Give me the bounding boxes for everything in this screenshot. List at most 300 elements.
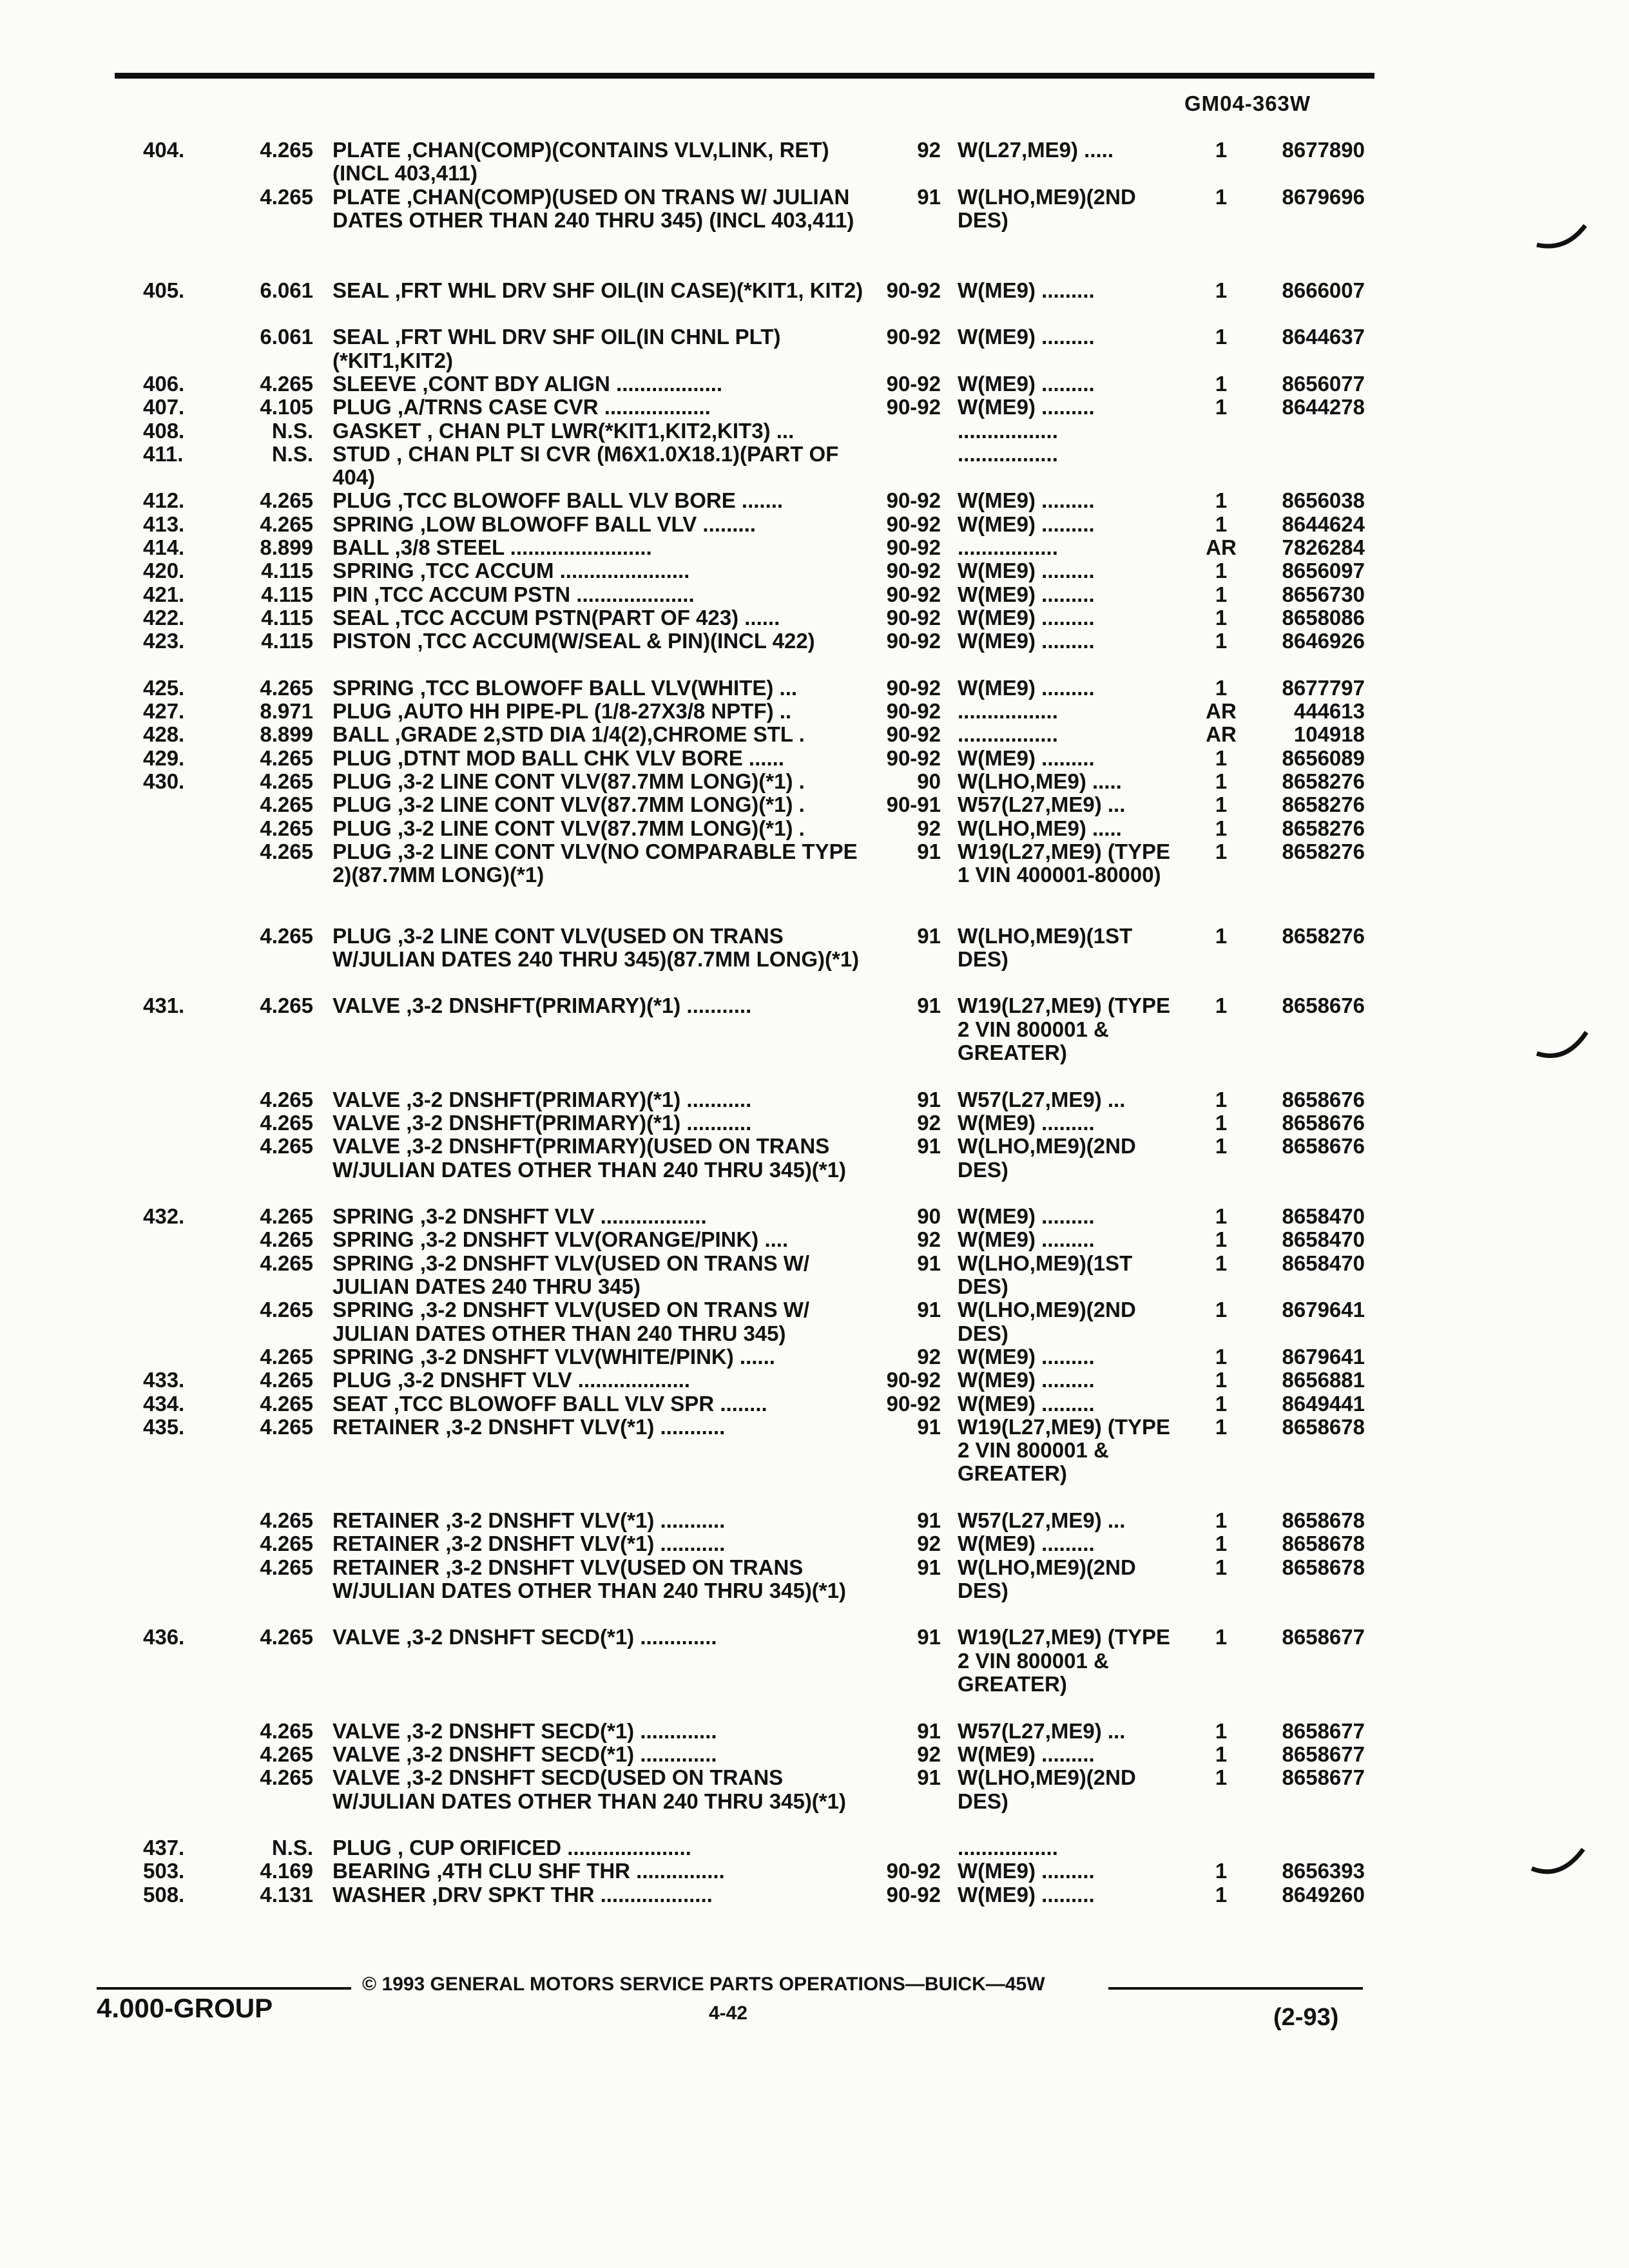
- table-row: [0, 1626, 1629, 1719]
- model-years: 90-92: [886, 1859, 941, 1883]
- group-number: 4.265: [260, 994, 313, 1018]
- part-description: PLATE ,CHAN(COMP)(USED ON TRANS W/ JULIAN DATES OTHER THAN 240 THRU 345) (INCL 403,411): [333, 184, 856, 232]
- usage-code: W(ME9) .........: [958, 512, 1095, 536]
- ref-number: 427.: [143, 699, 185, 724]
- group-number: 4.265: [260, 512, 313, 536]
- ref-number: 411.: [143, 441, 184, 466]
- part-description: BALL ,3/8 STEEL ........................: [333, 535, 652, 560]
- ref-number: 413.: [143, 512, 185, 536]
- part-number: 8656881: [1282, 1368, 1365, 1392]
- ref-number: 433.: [143, 1368, 185, 1392]
- group-number: 4.115: [261, 582, 313, 606]
- part-description: SEAL ,FRT WHL DRV SHF OIL(IN CASE)(*KIT1, KIT2): [333, 278, 863, 302]
- margin-check-mark: [1528, 1843, 1593, 1881]
- quantity: 1: [1215, 1532, 1228, 1556]
- group-number: 4.265: [260, 1508, 313, 1532]
- group-number: N.S.: [271, 418, 313, 443]
- model-years: 90-92: [886, 512, 941, 536]
- group-number: 4.265: [260, 1110, 313, 1135]
- model-years: 90-92: [886, 722, 941, 747]
- table-row: [0, 840, 1629, 925]
- model-years: 90-92: [886, 395, 941, 419]
- group-number: 4.115: [261, 605, 313, 629]
- part-number: 8658678: [1282, 1508, 1365, 1532]
- ref-number: 434.: [143, 1391, 185, 1416]
- usage-code: W(ME9) .........: [958, 559, 1095, 583]
- usage-code: W57(L27,ME9) ...: [958, 1718, 1126, 1743]
- ref-number: 405.: [143, 278, 185, 302]
- ref-number: 421.: [143, 582, 185, 606]
- model-years: 90-91: [886, 793, 941, 817]
- part-description: PISTON ,TCC ACCUM(W/SEAL & PIN)(INCL 422): [333, 629, 815, 653]
- part-description: PLUG ,A/TRNS CASE CVR ..................: [333, 395, 711, 419]
- part-number: 8658676: [1282, 1134, 1365, 1158]
- part-number: 8677890: [1282, 138, 1365, 162]
- group-number: 4.265: [260, 1718, 313, 1743]
- ref-number: 436.: [143, 1625, 185, 1649]
- part-description: RETAINER ,3-2 DNSHFT VLV(USED ON TRANS W/JULIAN DATES OTHER THAN 240 THRU 345)(*1): [333, 1555, 846, 1602]
- table-row: [0, 559, 1629, 582]
- table-row: [0, 139, 1629, 186]
- part-description: PLUG ,DTNT MOD BALL CHK VLV BORE ......: [333, 745, 784, 770]
- table-row: [0, 994, 1629, 1088]
- part-number: 8656089: [1282, 745, 1365, 770]
- part-description: PLUG ,TCC BLOWOFF BALL VLV BORE .......: [333, 488, 784, 513]
- part-number: 8666007: [1282, 278, 1365, 302]
- part-description: PLUG ,3-2 LINE CONT VLV(NO COMPARABLE TYPE 2)(87.7MM LONG)(*1): [333, 839, 863, 887]
- model-years: 90: [917, 769, 941, 794]
- part-description: GASKET , CHAN PLT LWR(*KIT1,KIT2,KIT3) ...: [333, 418, 795, 443]
- part-description: SPRING ,3-2 DNSHFT VLV(USED ON TRANS W/ JULIAN DATES OTHER THAN 240 THRU 345): [333, 1298, 816, 1345]
- ref-number: 414.: [143, 535, 185, 560]
- model-years: 90-92: [886, 559, 941, 583]
- part-number: 8656097: [1282, 559, 1365, 583]
- table-row: [0, 1532, 1629, 1555]
- part-description: PLUG , CUP ORIFICED .....................: [333, 1836, 691, 1860]
- table-row: [0, 1860, 1629, 1883]
- quantity: 1: [1215, 1204, 1228, 1229]
- quantity: 1: [1215, 488, 1228, 513]
- table-row: [0, 1252, 1629, 1299]
- usage-code: .................: [958, 699, 1058, 724]
- quantity: 1: [1215, 559, 1228, 583]
- part-description: PLATE ,CHAN(COMP)(CONTAINS VLV,LINK, RET)(INCL 403,411): [333, 138, 829, 186]
- usage-code: W(LHO,ME9) .....: [958, 816, 1122, 840]
- part-number: 8649260: [1282, 1882, 1365, 1907]
- usage-code: W(ME9) .........: [958, 745, 1095, 770]
- table-row: [0, 1111, 1629, 1135]
- model-years: 90-92: [886, 605, 941, 629]
- part-number: 8679641: [1282, 1344, 1365, 1369]
- model-years: 90-92: [886, 699, 941, 724]
- quantity: 1: [1215, 1414, 1228, 1439]
- group-number: 4.265: [260, 745, 313, 770]
- table-row: [0, 186, 1629, 279]
- part-description: BEARING ,4TH CLU SHF THR ...............: [333, 1859, 725, 1883]
- quantity: 1: [1215, 1718, 1228, 1743]
- quantity: 1: [1215, 1134, 1228, 1158]
- model-years: 90-92: [886, 325, 941, 349]
- ref-number: 429.: [143, 745, 185, 770]
- quantity: 1: [1215, 1087, 1228, 1111]
- part-number: 8658276: [1282, 769, 1365, 794]
- usage-code: W(ME9) .........: [958, 1204, 1095, 1229]
- part-description: VALVE ,3-2 DNSHFT SECD(USED ON TRANS W/JULIAN DATES OTHER THAN 240 THRU 345)(*1): [333, 1765, 846, 1813]
- quantity: 1: [1215, 582, 1228, 606]
- part-number: 8658276: [1282, 839, 1365, 863]
- part-number: 8658276: [1282, 923, 1365, 948]
- part-number: 8677797: [1282, 675, 1365, 700]
- group-number: 8.899: [260, 535, 313, 560]
- group-number: 4.265: [260, 1555, 313, 1579]
- usage-code: W19(L27,ME9) (TYPE 2 VIN 800001 & GREATER): [958, 1625, 1177, 1696]
- quantity: 1: [1215, 325, 1228, 349]
- group-number: 4.265: [260, 1742, 313, 1766]
- quantity: 1: [1215, 395, 1228, 419]
- usage-code: W19(L27,ME9) (TYPE 2 VIN 800001 & GREATER): [958, 994, 1177, 1065]
- part-description: PLUG ,3-2 LINE CONT VLV(USED ON TRANS W/JULIAN DATES 240 THRU 345)(87.7MM LONG)(*1): [333, 923, 860, 971]
- page-date: (2-93): [1273, 2004, 1339, 2031]
- model-years: 90-92: [886, 745, 941, 770]
- usage-code: W(ME9) .........: [958, 629, 1095, 653]
- part-number: 8656730: [1282, 582, 1365, 606]
- model-years: 92: [917, 1110, 941, 1135]
- quantity: 1: [1215, 994, 1228, 1018]
- ref-number: 508.: [143, 1882, 185, 1907]
- part-number: 8658276: [1282, 816, 1365, 840]
- quantity: 1: [1215, 1765, 1228, 1790]
- table-row: [0, 443, 1629, 490]
- part-description: SPRING ,TCC ACCUM ......................: [333, 559, 690, 583]
- quantity: 1: [1215, 769, 1228, 794]
- usage-code: W(LHO,ME9)(2ND DES): [958, 184, 1142, 232]
- table-row: [0, 925, 1629, 995]
- group-number: 4.265: [260, 923, 313, 948]
- usage-code: W(ME9) .........: [958, 582, 1095, 606]
- usage-code: .................: [958, 535, 1058, 560]
- part-description: SEAL ,TCC ACCUM PSTN(PART OF 423) ......: [333, 605, 780, 629]
- footer-rule-right: [1108, 1987, 1363, 1990]
- part-description: VALVE ,3-2 DNSHFT(PRIMARY)(*1) ...........: [333, 1110, 752, 1135]
- usage-code: W(ME9) .........: [958, 488, 1095, 513]
- table-row: [0, 513, 1629, 536]
- part-number: 8658470: [1282, 1251, 1365, 1275]
- group-number: 4.265: [260, 1391, 313, 1416]
- quantity: 1: [1215, 1298, 1228, 1322]
- group-number: 4.265: [260, 1414, 313, 1439]
- part-number: 8658276: [1282, 793, 1365, 817]
- part-description: PLUG ,3-2 LINE CONT VLV(87.7MM LONG)(*1) .: [333, 793, 805, 817]
- part-number: 8679696: [1282, 184, 1365, 209]
- ref-number: 503.: [143, 1859, 185, 1883]
- usage-code: W(ME9) .........: [958, 1110, 1095, 1135]
- model-years: 90: [917, 1204, 941, 1229]
- table-row: [0, 1416, 1629, 1509]
- model-years: 91: [917, 994, 941, 1018]
- quantity: 1: [1215, 1555, 1228, 1579]
- quantity: 1: [1215, 1344, 1228, 1369]
- quantity: 1: [1215, 1391, 1228, 1416]
- table-row: [0, 1228, 1629, 1251]
- table-row: [0, 1743, 1629, 1766]
- usage-code: W(ME9) .........: [958, 1368, 1095, 1392]
- quantity: 1: [1215, 1110, 1228, 1135]
- part-description: PLUG ,3-2 LINE CONT VLV(87.7MM LONG)(*1) .: [333, 816, 805, 840]
- ref-number: 437.: [143, 1836, 185, 1860]
- group-number: 4.265: [260, 1227, 313, 1252]
- part-number: 8658676: [1282, 1087, 1365, 1111]
- quantity: 1: [1215, 138, 1228, 162]
- ref-number: 406.: [143, 371, 185, 396]
- part-description: RETAINER ,3-2 DNSHFT VLV(*1) ...........: [333, 1532, 726, 1556]
- usage-code: W(LHO,ME9)(1ST DES): [958, 1251, 1139, 1299]
- table-row: [0, 1556, 1629, 1626]
- part-description: VALVE ,3-2 DNSHFT SECD(*1) .............: [333, 1718, 717, 1743]
- part-number: 8658677: [1282, 1765, 1365, 1790]
- group-number: 4.265: [260, 793, 313, 817]
- quantity: 1: [1215, 745, 1228, 770]
- usage-code: W(ME9) .........: [958, 1859, 1095, 1883]
- part-description: VALVE ,3-2 DNSHFT SECD(*1) .............: [333, 1742, 717, 1766]
- group-number: 4.265: [260, 1251, 313, 1275]
- part-number: 7826284: [1282, 535, 1365, 560]
- part-number: 8658678: [1282, 1414, 1365, 1439]
- group-number: 4.265: [260, 1368, 313, 1392]
- ref-number: 428.: [143, 722, 185, 747]
- table-row: [0, 1369, 1629, 1392]
- ref-number: 420.: [143, 559, 185, 583]
- part-description: PLUG ,3-2 LINE CONT VLV(87.7MM LONG)(*1) .: [333, 769, 805, 794]
- table-row: [0, 396, 1629, 419]
- model-years: 90-92: [886, 675, 941, 700]
- table-row: [0, 793, 1629, 816]
- quantity: 1: [1215, 1251, 1228, 1275]
- model-years: 91: [917, 1134, 941, 1158]
- quantity: 1: [1215, 1368, 1228, 1392]
- part-number: 8658678: [1282, 1555, 1365, 1579]
- model-years: 92: [917, 816, 941, 840]
- group-number: 4.169: [260, 1859, 313, 1883]
- part-description: STUD , CHAN PLT SI CVR (M6X1.0X18.1)(PART OF 404): [333, 441, 845, 490]
- quantity: 1: [1215, 1859, 1228, 1883]
- group-number: 4.265: [260, 1087, 313, 1111]
- model-years: 92: [917, 1742, 941, 1766]
- model-years: 91: [917, 1555, 941, 1579]
- group-number: 4.265: [260, 816, 313, 840]
- table-row: [0, 1205, 1629, 1228]
- ref-number: 425.: [143, 675, 185, 700]
- model-years: 92: [917, 1344, 941, 1369]
- quantity: 1: [1215, 839, 1228, 863]
- model-years: 91: [917, 1765, 941, 1790]
- part-number: 8658677: [1282, 1742, 1365, 1766]
- margin-check-mark: [1534, 213, 1598, 251]
- model-years: 91: [917, 1298, 941, 1322]
- table-row: [0, 606, 1629, 629]
- part-description: SEAL ,FRT WHL DRV SHF OIL(IN CHNL PLT) (*KIT1,KIT2): [333, 325, 787, 372]
- group-number: 4.265: [260, 1344, 313, 1369]
- part-description: PLUG ,3-2 DNSHFT VLV ...................: [333, 1368, 690, 1392]
- part-description: VALVE ,3-2 DNSHFT(PRIMARY)(*1) ...........: [333, 994, 752, 1018]
- table-row: [0, 1720, 1629, 1743]
- usage-code: W57(L27,ME9) ...: [958, 793, 1126, 817]
- usage-code: .................: [958, 1836, 1058, 1860]
- model-years: 91: [917, 923, 941, 948]
- part-number: 8658470: [1282, 1204, 1365, 1229]
- model-years: 91: [917, 1508, 941, 1532]
- part-description: SPRING ,LOW BLOWOFF BALL VLV .........: [333, 512, 756, 536]
- part-number: 8658470: [1282, 1227, 1365, 1252]
- group-number: 4.265: [260, 675, 313, 700]
- group-number: 4.265: [260, 769, 313, 794]
- model-years: 90-92: [886, 371, 941, 396]
- parts-list: [0, 139, 1629, 1907]
- usage-code: .................: [958, 722, 1058, 747]
- quantity: 1: [1215, 1882, 1228, 1907]
- usage-code: W(ME9) .........: [958, 1391, 1095, 1416]
- usage-code: W(LHO,ME9)(2ND DES): [958, 1555, 1142, 1602]
- usage-code: W19(L27,ME9) (TYPE 1 VIN 400001-80000): [958, 839, 1177, 887]
- part-number: 104918: [1293, 722, 1365, 747]
- usage-code: W(ME9) .........: [958, 1532, 1095, 1556]
- model-years: 90-92: [886, 1391, 941, 1416]
- quantity: 1: [1215, 184, 1228, 209]
- usage-code: W57(L27,ME9) ...: [958, 1087, 1126, 1111]
- footer-rule-left: [97, 1987, 351, 1990]
- quantity: AR: [1206, 722, 1237, 747]
- table-row: [0, 817, 1629, 840]
- part-description: SPRING ,3-2 DNSHFT VLV(USED ON TRANS W/ JULIAN DATES 240 THRU 345): [333, 1251, 816, 1299]
- ref-number: 431.: [143, 994, 185, 1018]
- table-row: [0, 770, 1629, 793]
- quantity: 1: [1215, 1625, 1228, 1649]
- part-number: 8644624: [1282, 512, 1365, 536]
- usage-code: W(ME9) .........: [958, 325, 1095, 349]
- part-description: SPRING ,3-2 DNSHFT VLV(WHITE/PINK) ......: [333, 1344, 775, 1369]
- table-row: [0, 629, 1629, 677]
- model-years: 92: [917, 138, 941, 162]
- model-years: 90-92: [886, 488, 941, 513]
- model-years: 92: [917, 1227, 941, 1252]
- group-number: 4.265: [260, 1134, 313, 1158]
- ref-number: 407.: [143, 395, 185, 419]
- table-row: [0, 677, 1629, 700]
- usage-code: W(ME9) .........: [958, 1742, 1095, 1766]
- group-number: 4.115: [261, 629, 313, 653]
- group-number: 4.265: [260, 1625, 313, 1649]
- part-number: 8679641: [1282, 1298, 1365, 1322]
- group-number: 6.061: [260, 278, 313, 302]
- quantity: 1: [1215, 278, 1228, 302]
- table-row: [0, 1766, 1629, 1836]
- usage-code: W(ME9) .........: [958, 1227, 1095, 1252]
- usage-code: W(ME9) .........: [958, 675, 1095, 700]
- part-description: PLUG ,AUTO HH PIPE-PL (1/8-27X3/8 NPTF) ..: [333, 699, 792, 724]
- part-number: 8644637: [1282, 325, 1365, 349]
- quantity: 1: [1215, 1227, 1228, 1252]
- model-years: 91: [917, 1087, 941, 1111]
- quantity: 1: [1215, 1742, 1228, 1766]
- usage-code: W(ME9) .........: [958, 371, 1095, 396]
- group-number: 4.265: [260, 1298, 313, 1322]
- ref-number: 423.: [143, 629, 185, 653]
- model-years: 91: [917, 1718, 941, 1743]
- group-number: 4.265: [260, 138, 313, 162]
- quantity: 1: [1215, 675, 1228, 700]
- group-number: 4.115: [261, 559, 313, 583]
- group-number: 4.131: [260, 1882, 313, 1907]
- quantity: 1: [1215, 816, 1228, 840]
- part-description: VALVE ,3-2 DNSHFT(PRIMARY)(USED ON TRANS W/JULIAN DATES OTHER THAN 240 THRU 345)(*1): [333, 1134, 846, 1182]
- part-number: 8658086: [1282, 605, 1365, 629]
- ref-number: 430.: [143, 769, 185, 794]
- part-number: 8646926: [1282, 629, 1365, 653]
- quantity: 1: [1215, 629, 1228, 653]
- usage-code: W19(L27,ME9) (TYPE 2 VIN 800001 & GREATER): [958, 1414, 1177, 1486]
- table-row: [0, 489, 1629, 512]
- quantity: AR: [1206, 535, 1237, 560]
- usage-code: W(LHO,ME9)(2ND DES): [958, 1298, 1142, 1345]
- model-years: 91: [917, 839, 941, 863]
- quantity: 1: [1215, 605, 1228, 629]
- part-description: SLEEVE ,CONT BDY ALIGN ..................: [333, 371, 723, 396]
- part-number: 8656038: [1282, 488, 1365, 513]
- table-row: [0, 372, 1629, 396]
- part-description: BALL ,GRADE 2,STD DIA 1/4(2),CHROME STL .: [333, 722, 805, 747]
- model-years: 90-92: [886, 1882, 941, 1907]
- page-number: 4-42: [709, 2003, 748, 2024]
- table-row: [0, 1088, 1629, 1111]
- model-years: 90-92: [886, 629, 941, 653]
- ref-number: 432.: [143, 1204, 185, 1229]
- usage-code: W57(L27,ME9) ...: [958, 1508, 1126, 1532]
- table-row: [0, 723, 1629, 746]
- table-row: [0, 747, 1629, 770]
- copyright-notice: © 1993 GENERAL MOTORS SERVICE PARTS OPERATIONS—BUICK—45W: [362, 1974, 1045, 1995]
- quantity: 1: [1215, 923, 1228, 948]
- model-years: 90-92: [886, 278, 941, 302]
- part-description: VALVE ,3-2 DNSHFT SECD(*1) .............: [333, 1625, 717, 1649]
- table-row: [0, 1298, 1629, 1345]
- part-description: RETAINER ,3-2 DNSHFT VLV(*1) ...........: [333, 1508, 726, 1532]
- usage-code: W(L27,ME9) .....: [958, 138, 1114, 162]
- model-years: 92: [917, 1532, 941, 1556]
- top-rule: [115, 73, 1374, 79]
- table-row: [0, 1345, 1629, 1369]
- model-years: 90-92: [886, 1368, 941, 1392]
- group-number: 8.971: [260, 699, 313, 724]
- part-description: RETAINER ,3-2 DNSHFT VLV(*1) ...........: [333, 1414, 726, 1439]
- group-number: 8.899: [260, 722, 313, 747]
- group-number: 4.105: [260, 395, 313, 419]
- group-number: 4.265: [260, 1765, 313, 1790]
- part-description: SPRING ,3-2 DNSHFT VLV(ORANGE/PINK) ....: [333, 1227, 789, 1252]
- quantity: 1: [1215, 512, 1228, 536]
- group-number: 4.265: [260, 371, 313, 396]
- usage-code: .................: [958, 441, 1058, 466]
- usage-code: .................: [958, 418, 1058, 443]
- usage-code: W(LHO,ME9) .....: [958, 769, 1122, 794]
- table-row: [0, 536, 1629, 559]
- ref-number: 404.: [143, 138, 185, 162]
- part-number: 8658677: [1282, 1718, 1365, 1743]
- usage-code: W(LHO,ME9)(2ND DES): [958, 1134, 1142, 1182]
- model-years: 90-92: [886, 535, 941, 560]
- usage-code: W(ME9) .........: [958, 278, 1095, 302]
- usage-code: W(LHO,ME9)(1ST DES): [958, 923, 1139, 971]
- group-number: 4.265: [260, 488, 313, 513]
- part-number: 8658677: [1282, 1625, 1365, 1649]
